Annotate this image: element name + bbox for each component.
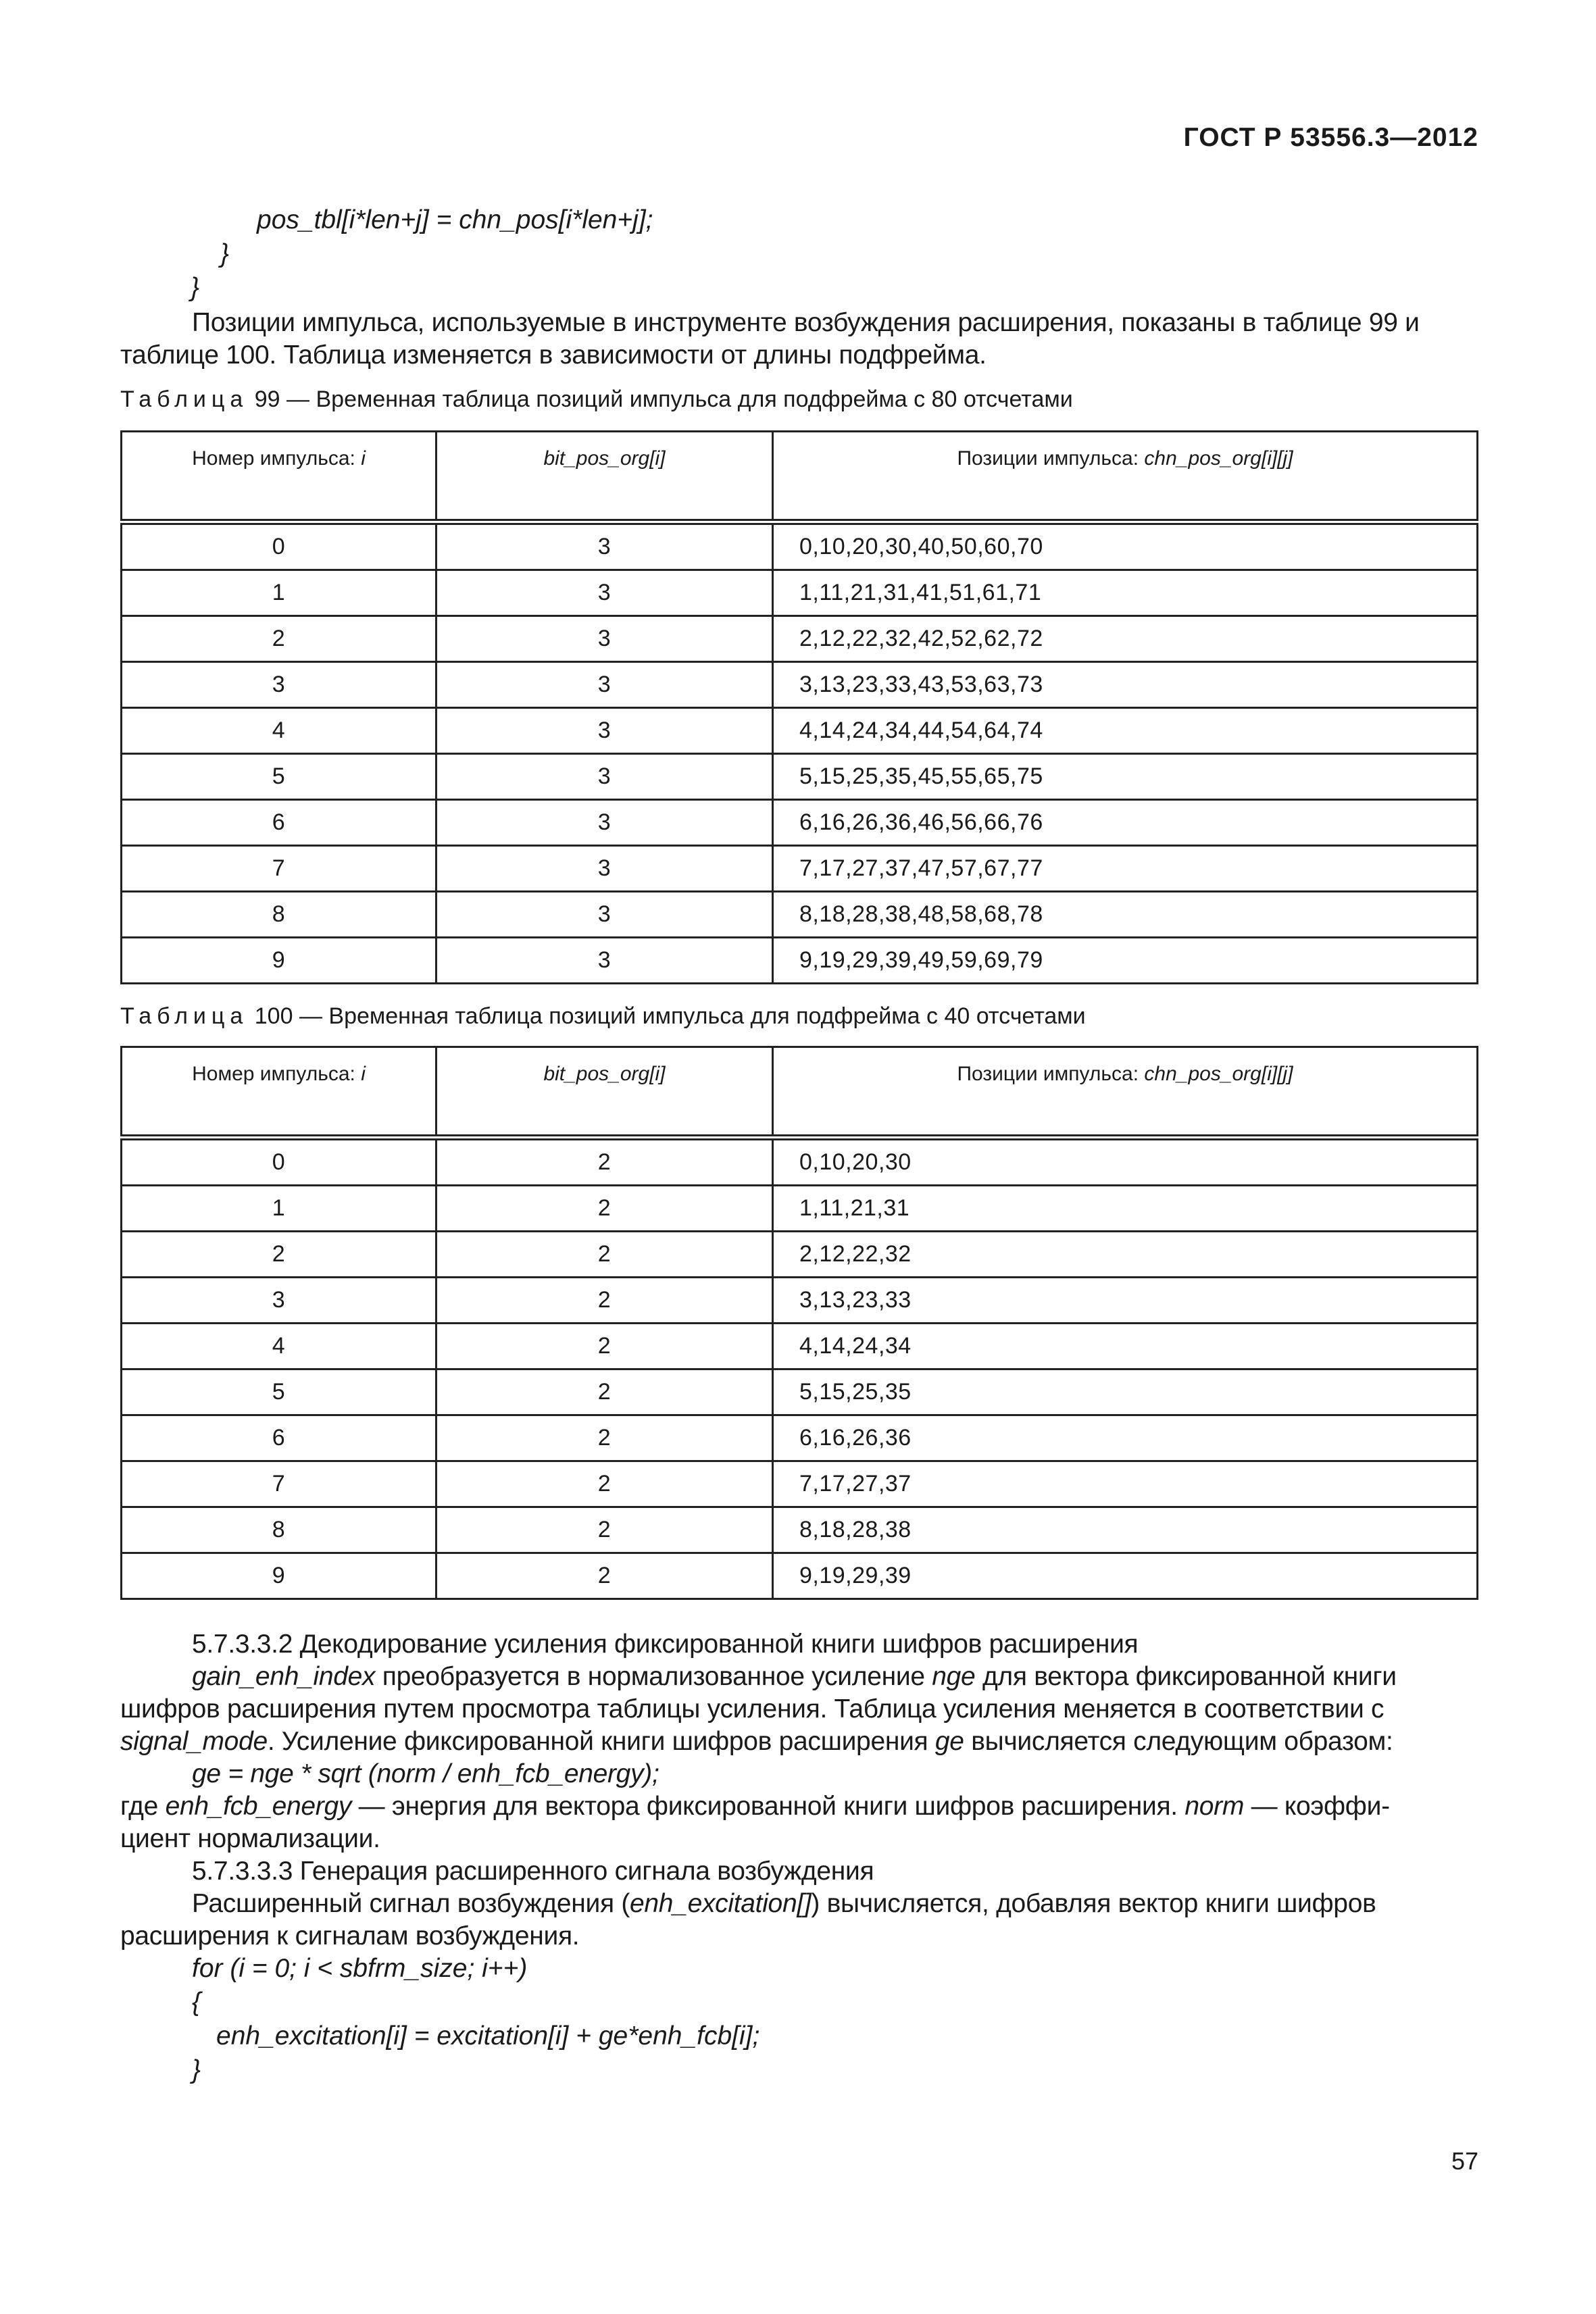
cell-pulse-number: 2 xyxy=(122,616,437,662)
cell-bit-count: 2 xyxy=(437,1278,773,1324)
section-5-7-3-3-2 xyxy=(120,1628,1478,1855)
cell-pulse-positions: 7,17,27,37,47,57,67,77 xyxy=(773,846,1478,892)
code-enh-excitation: enh_excitation[i] = excitation[i] + ge*enh_fcb[i]; xyxy=(216,2021,760,2051)
cell-pulse-number: 0 xyxy=(122,522,437,570)
cell-bit-count: 2 xyxy=(437,1186,773,1232)
cell-pulse-positions: 7,17,27,37 xyxy=(773,1461,1478,1507)
page-number: 57 xyxy=(1451,2147,1478,2175)
table-row xyxy=(122,570,1478,616)
cell-pulse-number: 5 xyxy=(122,754,437,800)
cell-pulse-number: 4 xyxy=(122,1324,437,1369)
code-for-loop: for (i = 0; i < sbfrm_size; i++) xyxy=(192,1954,528,1983)
table-row xyxy=(122,1138,1478,1186)
table-header-row xyxy=(122,432,1478,522)
cell-pulse-positions: 4,14,24,34,44,54,64,74 xyxy=(773,708,1478,754)
code-closing-brace-inner: } xyxy=(220,239,230,268)
cell-pulse-positions: 3,13,23,33 xyxy=(773,1278,1478,1324)
table-row xyxy=(122,1232,1478,1278)
cell-bit-count: 2 xyxy=(437,1461,773,1507)
table-100 xyxy=(120,1046,1478,1600)
section-5-7-3-3-3 xyxy=(120,1855,1478,1953)
cell-bit-count: 3 xyxy=(437,570,773,616)
table-row xyxy=(122,708,1478,754)
cell-pulse-positions: 9,19,29,39,49,59,69,79 xyxy=(773,938,1478,984)
table-row xyxy=(122,800,1478,846)
cell-pulse-positions: 4,14,24,34 xyxy=(773,1324,1478,1369)
cell-bit-count: 3 xyxy=(437,662,773,708)
table-row xyxy=(122,754,1478,800)
document-id-header: ГОСТ Р 53556.3—2012 xyxy=(1183,123,1478,152)
cell-pulse-number: 0 xyxy=(122,1138,437,1186)
table-100-body xyxy=(122,1138,1478,1599)
table-row xyxy=(122,892,1478,938)
para-line: signal_mode. Усиление фиксированной книги шифров расширения ge вычисляется следующим образом: xyxy=(120,1727,1393,1756)
table-99-caption xyxy=(120,386,1073,413)
caption-text: 100 — Временная таблица позиций импульса для подфрейма с 40 отсчетами xyxy=(254,1003,1086,1029)
para-line: циент нормализации. xyxy=(120,1824,380,1853)
cell-bit-count: 3 xyxy=(437,708,773,754)
cell-bit-count: 3 xyxy=(437,616,773,662)
table-row xyxy=(122,1369,1478,1415)
cell-bit-count: 3 xyxy=(437,892,773,938)
table-99 xyxy=(120,430,1478,984)
cell-pulse-number: 1 xyxy=(122,570,437,616)
cell-bit-count: 3 xyxy=(437,754,773,800)
cell-pulse-number: 3 xyxy=(122,1278,437,1324)
col-header-pulse-positions: Позиции импульса: chn_pos_org[i][j] xyxy=(773,1047,1478,1138)
cell-pulse-positions: 6,16,26,36,46,56,66,76 xyxy=(773,800,1478,846)
cell-pulse-positions: 2,12,22,32,42,52,62,72 xyxy=(773,616,1478,662)
para-line: Расширенный сигнал возбуждения (enh_excitation[]) вычисляется, добавляя вектор книги шифров xyxy=(192,1889,1376,1918)
table-row xyxy=(122,1553,1478,1599)
table-row xyxy=(122,1507,1478,1553)
caption-text: 99 — Временная таблица позиций импульса для подфрейма с 80 отсчетами xyxy=(254,386,1073,412)
caption-word: Таблица xyxy=(120,386,249,412)
intro-line-1: Позиции импульса, используемые в инструменте возбуждения расширения, показаны в таблице 99 и xyxy=(192,308,1420,337)
cell-pulse-positions: 2,12,22,32 xyxy=(773,1232,1478,1278)
table-row xyxy=(122,846,1478,892)
table-row xyxy=(122,938,1478,984)
cell-pulse-positions: 0,10,20,30,40,50,60,70 xyxy=(773,522,1478,570)
table-99-body xyxy=(122,522,1478,984)
cell-pulse-number: 6 xyxy=(122,800,437,846)
table-row xyxy=(122,522,1478,570)
code-close-brace: } xyxy=(192,2055,201,2084)
para-line: расширения к сигналам возбуждения. xyxy=(120,1921,580,1951)
table-row xyxy=(122,1461,1478,1507)
cell-pulse-number: 5 xyxy=(122,1369,437,1415)
cell-pulse-positions: 9,19,29,39 xyxy=(773,1553,1478,1599)
table-row xyxy=(122,616,1478,662)
code-open-brace: { xyxy=(192,1988,201,2017)
formula-line: ge = nge * sqrt (norm / enh_fcb_energy); xyxy=(192,1759,659,1788)
cell-bit-count: 3 xyxy=(437,846,773,892)
cell-pulse-number: 9 xyxy=(122,1553,437,1599)
cell-pulse-number: 8 xyxy=(122,1507,437,1553)
table-row xyxy=(122,1324,1478,1369)
intro-paragraph xyxy=(120,307,1478,372)
cell-pulse-number: 8 xyxy=(122,892,437,938)
cell-pulse-positions: 3,13,23,33,43,53,63,73 xyxy=(773,662,1478,708)
cell-pulse-positions: 1,11,21,31 xyxy=(773,1186,1478,1232)
cell-pulse-number: 1 xyxy=(122,1186,437,1232)
cell-pulse-positions: 1,11,21,31,41,51,61,71 xyxy=(773,570,1478,616)
cell-pulse-positions: 5,15,25,35,45,55,65,75 xyxy=(773,754,1478,800)
section-title: 5.7.3.3.3 Генерация расширенного сигнала возбуждения xyxy=(192,1857,874,1886)
para-line: шифров расширения путем просмотра таблицы усиления. Таблица усиления меняется в соответствии с xyxy=(120,1694,1385,1724)
cell-pulse-positions: 0,10,20,30 xyxy=(773,1138,1478,1186)
cell-pulse-number: 3 xyxy=(122,662,437,708)
para-line: где enh_fcb_energy — энергия для вектора фиксированной книги шифров расширения. norm — коэффи- xyxy=(120,1792,1390,1821)
cell-pulse-number: 6 xyxy=(122,1415,437,1461)
cell-bit-count: 3 xyxy=(437,800,773,846)
code-line-pos-tbl: pos_tbl[i*len+j] = chn_pos[i*len+j]; xyxy=(257,205,653,234)
code-closing-brace-outer: } xyxy=(191,273,200,302)
cell-bit-count: 2 xyxy=(437,1415,773,1461)
table-row xyxy=(122,662,1478,708)
table-100-caption xyxy=(120,1003,1086,1030)
cell-bit-count: 2 xyxy=(437,1507,773,1553)
table-row xyxy=(122,1186,1478,1232)
col-header-bit-pos: bit_pos_org[i] xyxy=(437,1047,773,1138)
cell-pulse-number: 7 xyxy=(122,1461,437,1507)
para-line: gain_enh_index преобразуется в нормализованное усиление nge для вектора фиксированной книги xyxy=(192,1662,1397,1691)
cell-pulse-positions: 8,18,28,38 xyxy=(773,1507,1478,1553)
cell-bit-count: 2 xyxy=(437,1138,773,1186)
table-header-row xyxy=(122,1047,1478,1138)
col-header-pulse-positions: Позиции импульса: chn_pos_org[i][j] xyxy=(773,432,1478,522)
cell-bit-count: 3 xyxy=(437,938,773,984)
cell-pulse-number: 9 xyxy=(122,938,437,984)
cell-bit-count: 2 xyxy=(437,1369,773,1415)
col-header-pulse-number: Номер импульса: i xyxy=(122,1047,437,1138)
cell-pulse-number: 7 xyxy=(122,846,437,892)
table-row xyxy=(122,1278,1478,1324)
cell-pulse-positions: 8,18,28,38,48,58,68,78 xyxy=(773,892,1478,938)
cell-bit-count: 2 xyxy=(437,1553,773,1599)
caption-word: Таблица xyxy=(120,1003,249,1029)
cell-pulse-number: 2 xyxy=(122,1232,437,1278)
cell-bit-count: 2 xyxy=(437,1232,773,1278)
cell-pulse-positions: 6,16,26,36 xyxy=(773,1415,1478,1461)
cell-bit-count: 2 xyxy=(437,1324,773,1369)
cell-pulse-number: 4 xyxy=(122,708,437,754)
section-title: 5.7.3.3.2 Декодирование усиления фиксированной книги шифров расширения xyxy=(192,1630,1139,1659)
col-header-bit-pos: bit_pos_org[i] xyxy=(437,432,773,522)
intro-line-2: таблице 100. Таблица изменяется в зависимости от длины подфрейма. xyxy=(120,341,987,370)
cell-pulse-positions: 5,15,25,35 xyxy=(773,1369,1478,1415)
cell-bit-count: 3 xyxy=(437,522,773,570)
col-header-pulse-number: Номер импульса: i xyxy=(122,432,437,522)
table-row xyxy=(122,1415,1478,1461)
